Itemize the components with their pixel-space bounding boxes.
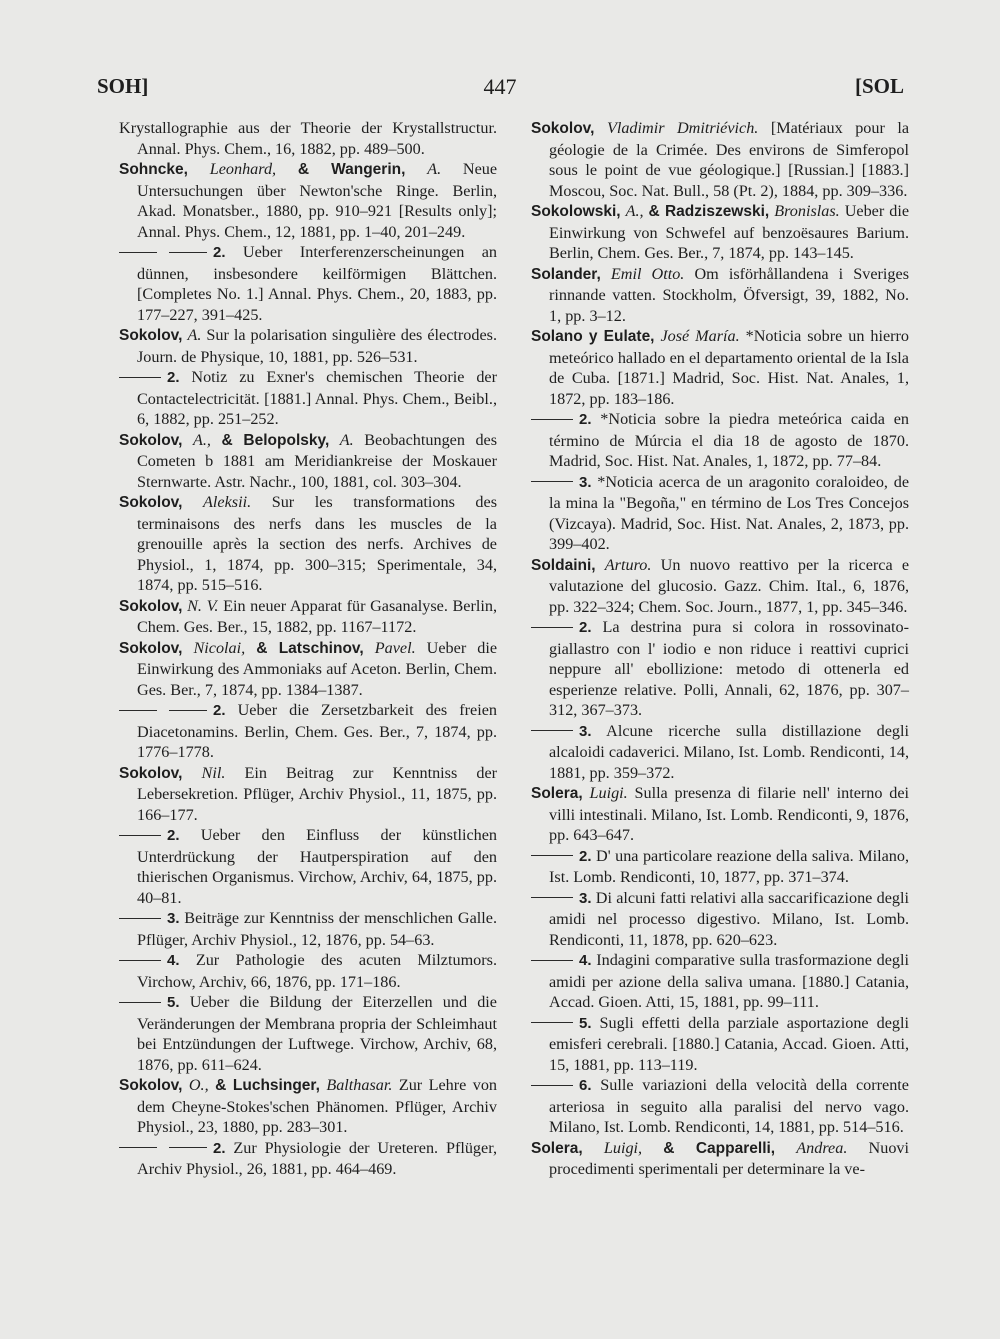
page-number: 447 (483, 74, 517, 99)
entry-number: 4. (579, 952, 592, 969)
entry-citation: Ueber die Einwirkung von Schwefel auf benzoësaures Barium. Berlin, Chem. Ges. Ber., 7, 1874, pp. 143–145. (549, 202, 910, 262)
entry-citation: [Matériaux pour la géologie de la Crimée. Des environs de Simferopol sous le point de vue géologique.] [Russian.] [1883.] Moscou, Soc. Nat. Bull., 58 (Pt. 2), 1884, pp. 309–336. (549, 119, 910, 200)
left-column (119, 118, 497, 1180)
bibliography-entry (531, 201, 909, 264)
ditto-rule (169, 252, 207, 253)
bibliography-entry (531, 326, 909, 409)
author-given-name: A., (625, 202, 644, 220)
author-surname: Sokolov, (119, 764, 183, 782)
running-header (0, 74, 1000, 104)
author-given-name: A. (339, 430, 354, 449)
ditto-rule (119, 960, 161, 961)
entry-citation: Krystallographie aus der Theorie der Krystallstructur. Annal. Phys. Chem., 16, 1882, pp. 489–500. (119, 119, 497, 158)
entry-citation: Un nuovo reattivo per la ricerca e valutazione del glucosio. Gazz. Chim. Ital., 6, 1876, pp. 322–324; Chem. Soc. Journ., 1877, 1, pp. 345–346. (549, 555, 910, 616)
entry-citation: Nuovi procedimenti sperimentali per determinare la ve- (549, 1138, 909, 1178)
bibliography-entry (531, 1013, 909, 1076)
author-given-name: Emil Otto. (610, 264, 685, 283)
ditto-rule (119, 918, 161, 919)
author-surname: & Wangerin, (297, 161, 406, 178)
bibliography-entry (119, 763, 497, 826)
author-given-name: Bronislas. (774, 202, 840, 220)
entry-number: 2. (579, 411, 592, 428)
entry-number: 2. (167, 369, 180, 386)
author-given-name: A. (187, 326, 202, 344)
bibliography-entry (531, 950, 909, 1013)
author-given-name: Luigi, (603, 1138, 643, 1157)
entry-number: 5. (579, 1014, 592, 1032)
entry-citation: Ueber die Einwirkung des Ammoniaks auf Aceton. Berlin, Chem. Ges. Ber., 7, 1874, pp. 1384–1387. (137, 638, 498, 699)
bibliography-entry (531, 888, 909, 951)
author-surname: Sokolov, (119, 639, 183, 657)
entry-citation: *Noticia acerca de un aragonito coraloideo, de la mina la "Begoña," en término de Los Tres Concejos (Vizcaya). Madrid, Soc. Hist. Nat. Anales, 2, 1873, pp. 399–402. (549, 472, 910, 553)
ditto-rule (531, 481, 573, 482)
header-right-range: [SOL (854, 74, 904, 98)
ditto-rule (531, 897, 573, 898)
author-surname: Soldaini, (531, 556, 596, 574)
bibliography-entry (119, 430, 497, 493)
author-surname: Sokolov, (119, 597, 183, 615)
entry-citation: Ueber Interferenzerscheinungen an dünnen, insbesondere keilförmigen Blättchen. [Completes No. 1.] Annal. Phys. Chem., 20, 1883, pp. 177–227, 391–425. (137, 243, 497, 324)
bibliography-entry (531, 1075, 909, 1138)
entry-citation: Di alcuni fatti relativi alla saccarificazione degli amidi nel processo digestivo. Milano, Ist. Lomb. Rendiconti, 11, 1878, pp. 620–623. (549, 888, 909, 949)
entry-number: 2. (213, 244, 226, 261)
entry-number: 2. (213, 1139, 226, 1157)
author-surname: Sokolov, (119, 327, 183, 344)
author-given-name: Arturo. (604, 555, 652, 574)
ditto-rule (169, 710, 207, 711)
bibliography-entry (119, 638, 497, 701)
entry-citation: Alcune ricerche sulla distillazione degli alcaloidi cadaverici. Milano, Ist. Lomb. Rendiconti, 14, 1881, pp. 359–372. (549, 721, 910, 782)
bibliography-entry (531, 409, 909, 472)
entry-citation: Sugli effetti della parziale asportazione degli emisferi cerebrali. [1880.] Catania, Accad. Gioen. Atti, 15, 1881, pp. 113–119. (549, 1013, 909, 1074)
entry-number: 5. (167, 994, 180, 1011)
entry-citation: Ueber die Zersetzbarkeit des freien Diacetonamins. Berlin, Chem. Ges. Ber., 7, 1874, pp. 1776–1778. (137, 701, 498, 761)
ditto-rule (119, 835, 161, 836)
author-given-name: Nil. (201, 763, 226, 782)
entry-citation: Sulle variazioni della velocità della corrente arteriosa in seguito alla paralisi del nervo vago. Milano, Ist. Lomb. Rendiconti, 14, 1881, pp. 514–516. (549, 1076, 909, 1136)
bibliography-entry (119, 118, 497, 159)
ditto-rule (119, 1147, 157, 1148)
entry-number: 6. (579, 1077, 592, 1094)
bibliography-entry (119, 159, 497, 242)
bibliography-entry (531, 721, 909, 784)
bibliography-entry (119, 992, 497, 1075)
ditto-rule (531, 1022, 573, 1023)
entry-number: 3. (579, 889, 592, 907)
ditto-rule (531, 730, 573, 731)
author-surname: & Luchsinger, (215, 1077, 320, 1094)
entry-citation: Ein neuer Apparat für Gasanalyse. Berlin, Chem. Ges. Ber., 15, 1882, pp. 1167–1172. (137, 596, 498, 636)
ditto-rule (119, 252, 157, 253)
entry-citation: Ueber den Einfluss der künstlichen Unterdrückung der Hautperspiration auf den thierischen Organismus. Virchow, Archiv, 64, 1875, pp. 40–81. (137, 826, 498, 907)
entry-number: 2. (579, 847, 592, 865)
author-surname: Solera, (531, 1139, 583, 1157)
bibliography-entry (119, 908, 497, 950)
bibliography-entry (531, 472, 909, 555)
entry-citation: Zur Lehre von dem Cheyne-Stokes'schen Phänomen. Pflüger, Archiv Physiol., 23, 1880, pp. 283–301. (137, 1076, 498, 1136)
entry-citation: Zur Pathologie des acuten Milztumors. Virchow, Archiv, 66, 1876, pp. 171–186. (137, 951, 498, 991)
author-given-name: Balthasar. (326, 1076, 393, 1094)
entry-citation: Sur les transformations des terminaisons des nerfs dans les muscles de la grenouille après la section des nerfs. Archives de Physiol., 1, 1874, pp. 300–315; Sperimentale, 34, 1874, pp. 515–516. (137, 493, 498, 594)
author-given-name: O., (188, 1076, 209, 1094)
bibliography-entry (119, 596, 497, 638)
bibliography-entry (119, 950, 497, 992)
entry-citation: *Noticia sobre la piedra meteórica caida en término de Múrcia el dia 18 de agosto de 1870. Madrid, Soc. Hist. Nat. Anales, 1, 1872, pp. 77–84. (549, 410, 909, 470)
entry-citation: Om isförhållandena i Sveriges rinnande vatten. Stockholm, Öfversigt, 39, 1882, No. 1, pp. 3–12. (549, 264, 910, 325)
author-surname: Solera, (531, 785, 583, 802)
entry-citation: Ein Beitrag zur Kenntniss der Lebersekretion. Pflüger, Archiv Physiol., 11, 1875, pp. 166–177. (137, 763, 498, 824)
author-surname: & Belopolsky, (221, 431, 330, 449)
entry-number: 2. (167, 827, 180, 844)
author-surname: Sokolov, (531, 120, 595, 137)
author-given-name: Pavel. (374, 638, 416, 657)
author-given-name: A. (427, 160, 442, 178)
author-surname: Sokolov, (119, 431, 183, 449)
entry-number: 3. (167, 910, 180, 927)
author-surname: Solano y Eulate, (531, 328, 655, 345)
entry-number: 2. (213, 702, 226, 719)
bibliography-entry (119, 700, 497, 763)
ditto-rule (119, 710, 157, 711)
author-given-name: N. V. (187, 596, 219, 615)
entry-number: 4. (167, 952, 180, 969)
bibliography-entry (531, 783, 909, 846)
entry-number: 2. (579, 619, 592, 636)
entry-citation: *Noticia sobre un hierro meteórico hallado en el departamento oriental de la Isla de Cuba. [1871.] Madrid, Soc. Hist. Nat. Anales, 1, 1872, pp. 183–186. (549, 327, 910, 408)
author-surname: & Latschinov, (256, 639, 364, 657)
entry-citation: Beiträge zur Kenntniss der menschlichen Galle. Pflüger, Archiv Physiol., 12, 1876, pp. 54–63. (137, 909, 497, 949)
ditto-rule (119, 377, 161, 378)
ditto-rule (119, 1002, 161, 1003)
ditto-rule (531, 1085, 573, 1086)
author-surname: Sohncke, (119, 161, 188, 178)
bibliography-entry (531, 118, 909, 201)
author-given-name: Nicolai, (193, 638, 246, 657)
ditto-rule (531, 419, 573, 420)
bibliography-entry (531, 846, 909, 888)
ditto-rule (531, 960, 573, 961)
entry-citation: Ueber die Bildung der Eiterzellen und die Veränderungen der Membrana propria der Schleimhaut bei Entzündungen der Luftwege. Virchow, Archiv, 68, 1876, pp. 611–624. (137, 993, 497, 1074)
author-surname: Sokolov, (119, 494, 183, 511)
author-given-name: A., (192, 430, 211, 449)
bibliography-entry (119, 492, 497, 596)
right-column (531, 118, 909, 1180)
bibliography-entry (119, 325, 497, 367)
bibliography-entry (119, 1138, 497, 1180)
entry-citation: Zur Physiologie der Ureteren. Pflüger, Archiv Physiol., 26, 1881, pp. 464–469. (137, 1138, 497, 1178)
bibliography-entry (119, 367, 497, 430)
author-given-name: Luigi. (589, 784, 628, 802)
entry-citation: Beobachtungen des Cometen b 1881 am Meridiankreise der Moskauer Sternwarte. Astr. Nachr., 100, 1881, col. 303–304. (137, 430, 498, 491)
ditto-rule (169, 1147, 207, 1148)
author-surname: Sokolov, (119, 1077, 183, 1094)
bibliography-entry (531, 264, 909, 327)
author-given-name: Aleksii. (203, 493, 252, 511)
entry-citation: La destrina pura si colora in rossovinato-giallastro con l' iodio e non riduce i reattivi cuprici neppure all' ebollizione: metodo di ottenerla ed esperienze relative. Polli, Annali, 62, 1876, pp. 307–312, 367–373. (549, 618, 909, 719)
author-surname: Sokolowski, (531, 203, 621, 220)
bibliography-entry (531, 555, 909, 618)
author-given-name: Leonhard, (209, 160, 277, 178)
bibliography-entry (119, 242, 497, 325)
entry-citation: Neue Untersuchungen über Newton'sche Ringe. Berlin, Akad. Monatsber., 1880, pp. 910–921 [Results only]; Annal. Phys. Chem., 12, 1881, pp. 1–40, 201–249. (137, 160, 498, 241)
author-given-name: Vladimir Dmitriévich. (606, 119, 759, 137)
author-surname: Solander, (531, 265, 601, 283)
entry-citation: Indagini comparative sulla trasformazione degli amidi per azione della saliva umana. [1880.] Catania, Accad. Gioen. Atti, 15, 1881, pp. 99–111. (549, 951, 909, 1011)
entry-citation: Sulla presenza di filarie nell' interno dei villi intestinali. Milano, Ist. Lomb. Rendiconti, 9, 1876, pp. 643–647. (549, 784, 909, 844)
entry-number: 3. (579, 473, 592, 491)
bibliography-entry (119, 1075, 497, 1138)
entry-citation: D' una particolare reazione della saliva. Milano, Ist. Lomb. Rendiconti, 10, 1877, pp. 371–374. (549, 846, 909, 886)
bibliography-entry (531, 1138, 909, 1180)
bibliography-entry (119, 825, 497, 908)
author-surname: & Capparelli, (663, 1139, 776, 1157)
ditto-rule (531, 855, 573, 856)
ditto-rule (531, 627, 573, 628)
entry-number: 3. (579, 722, 592, 740)
author-given-name: Andrea. (796, 1138, 848, 1157)
entry-citation: Notiz zu Exner's chemischen Theorie der Contactelectricität. [1881.] Annal. Phys. Chem., Beibl., 6, 1882, pp. 251–252. (137, 368, 497, 428)
author-given-name: José María. (660, 327, 740, 345)
author-surname: & Radziszewski, (648, 203, 770, 220)
header-left-range: SOH] (97, 74, 149, 98)
entry-citation: Sur la polarisation singulière des électrodes. Journ. de Physique, 10, 1881, pp. 526–531. (137, 326, 498, 366)
bibliography-entry (531, 617, 909, 721)
